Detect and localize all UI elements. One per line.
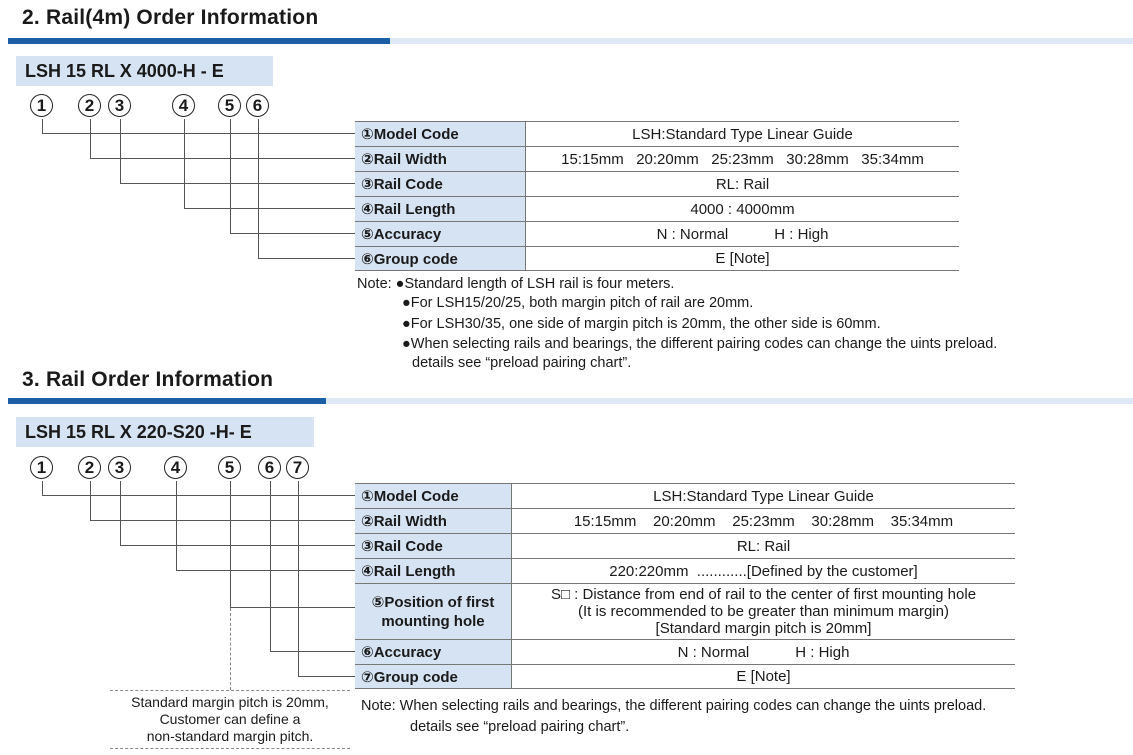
section2-circle-3: 3 [108,94,131,117]
section3-callout-dash-top [110,690,350,691]
section3-label-rail-width: ②Rail Width [355,509,511,533]
section3-circle-4: 4 [164,456,187,479]
section3-circle-7: 7 [286,456,309,479]
section3-first-hole-line-2: (It is recommended to be greater than minimum margin) [578,603,949,620]
section3-value-first-hole [512,584,1015,639]
section3-circle-5: 5 [218,456,241,479]
section3-callout-line-2: Customer can define a [159,711,301,727]
section3-order-code: LSH 15 RL X 220-S20 -H- E [25,422,252,442]
section2-label-rail-code: ③Rail Code [355,172,525,196]
section3-circle-2: 2 [78,456,101,479]
section3-label-group-code: ⑦Group code [355,665,511,688]
section2-value-model-code: LSH:Standard Type Linear Guide [632,125,853,143]
section2-value-rail-length: 4000 : 4000mm [690,200,795,218]
section3-accuracy-high: H : High [795,643,850,661]
section2-note-4: ●When selecting rails and bearings, the different pairing codes can change the uints preload. [402,336,998,352]
section2-value-rail-code: RL: Rail [715,175,770,193]
section2-accuracy-normal: N : Normal [656,225,729,243]
section3-value-rail-code: RL: Rail [736,537,791,555]
section3-spec-table [355,483,1015,688]
section3-value-model-code: LSH:Standard Type Linear Guide [653,487,874,505]
section3-callout-dash-bottom [110,748,350,749]
section2-note-3: ●For LSH30/35, one side of margin pitch is 20mm, the other side is 60mm. [402,316,881,332]
section2-value-accuracy [526,222,959,246]
section2-circle-1: 1 [30,94,53,117]
section3-label-rail-code: ③Rail Code [355,534,511,558]
section2-label-rail-width: ②Rail Width [355,147,525,171]
section3-value-accuracy [512,640,1015,664]
section3-label-rail-length: ④Rail Length [355,559,511,583]
section3-first-hole-line-1: S□ : Distance from end of rail to the center of first mounting hole [550,586,977,603]
section3-circle-6: 6 [258,456,281,479]
section3-divider-accent [8,398,326,404]
section2-divider-accent [8,38,390,44]
section3-title: 3. Rail Order Information [22,368,274,391]
section3-callout-line-1: Standard margin pitch is 20mm, [131,694,329,710]
section3-label-accuracy: ⑥Accuracy [355,640,511,664]
section3-circle-1: 1 [30,456,53,479]
section3-callout-line-3: non-standard margin pitch. [146,728,314,744]
section2-note-2: ●For LSH15/20/25, both margin pitch of rail are 20mm. [402,295,754,311]
section2-order-code: LSH 15 RL X 4000-H - E [25,61,224,81]
section2-accuracy-high: H : High [774,225,829,243]
section3-circle-3: 3 [108,456,131,479]
section2-circle-6: 6 [246,94,269,117]
section2-circle-4: 4 [172,94,195,117]
section2-title: 2. Rail(4m) Order Information [22,6,319,29]
section2-label-group-code: ⑥Group code [355,247,525,270]
section2-value-group-code: E [Note] [715,250,770,267]
section3-note-1: Note: When selecting rails and bearings, the different pairing codes can change the uints preload. [361,698,987,714]
section2-circle-5: 5 [218,94,241,117]
section2-leader-6 [258,119,356,259]
section2-circle-2: 2 [78,94,101,117]
section3-leader-7 [298,481,356,677]
section3-leader-5-vertical [230,481,231,607]
section2-label-accuracy: ⑤Accuracy [355,222,525,246]
section2-note-1: Note: ●Standard length of LSH rail is four meters. [357,276,675,292]
section3-margin-callout [104,694,356,745]
section2-note-5: details see “preload pairing chart”. [412,355,632,371]
section2-label-rail-length: ④Rail Length [355,197,525,221]
section2-label-model-code: ①Model Code [355,122,525,146]
section3-note-2: details see “preload pairing chart”. [410,719,630,735]
section3-label-model-code: ①Model Code [355,484,511,508]
section2-spec-table [355,121,959,270]
section3-label-first-hole: ⑤Position of first mounting hole [355,584,511,639]
section3-accuracy-normal: N : Normal [677,643,750,661]
section3-value-rail-width: 15:15mm 20:20mm 25:23mm 30:28mm 35:34mm [573,512,954,530]
section3-callout-dash-vertical [230,608,231,690]
section3-first-hole-line-3: [Standard margin pitch is 20mm] [655,620,872,637]
section3-value-rail-length: 220:220mm ............[Defined by the customer] [609,562,918,580]
section2-value-rail-width: 15:15mm 20:20mm 25:23mm 30:28mm 35:34mm [561,150,924,168]
section3-value-group-code: E [Note] [736,668,791,685]
